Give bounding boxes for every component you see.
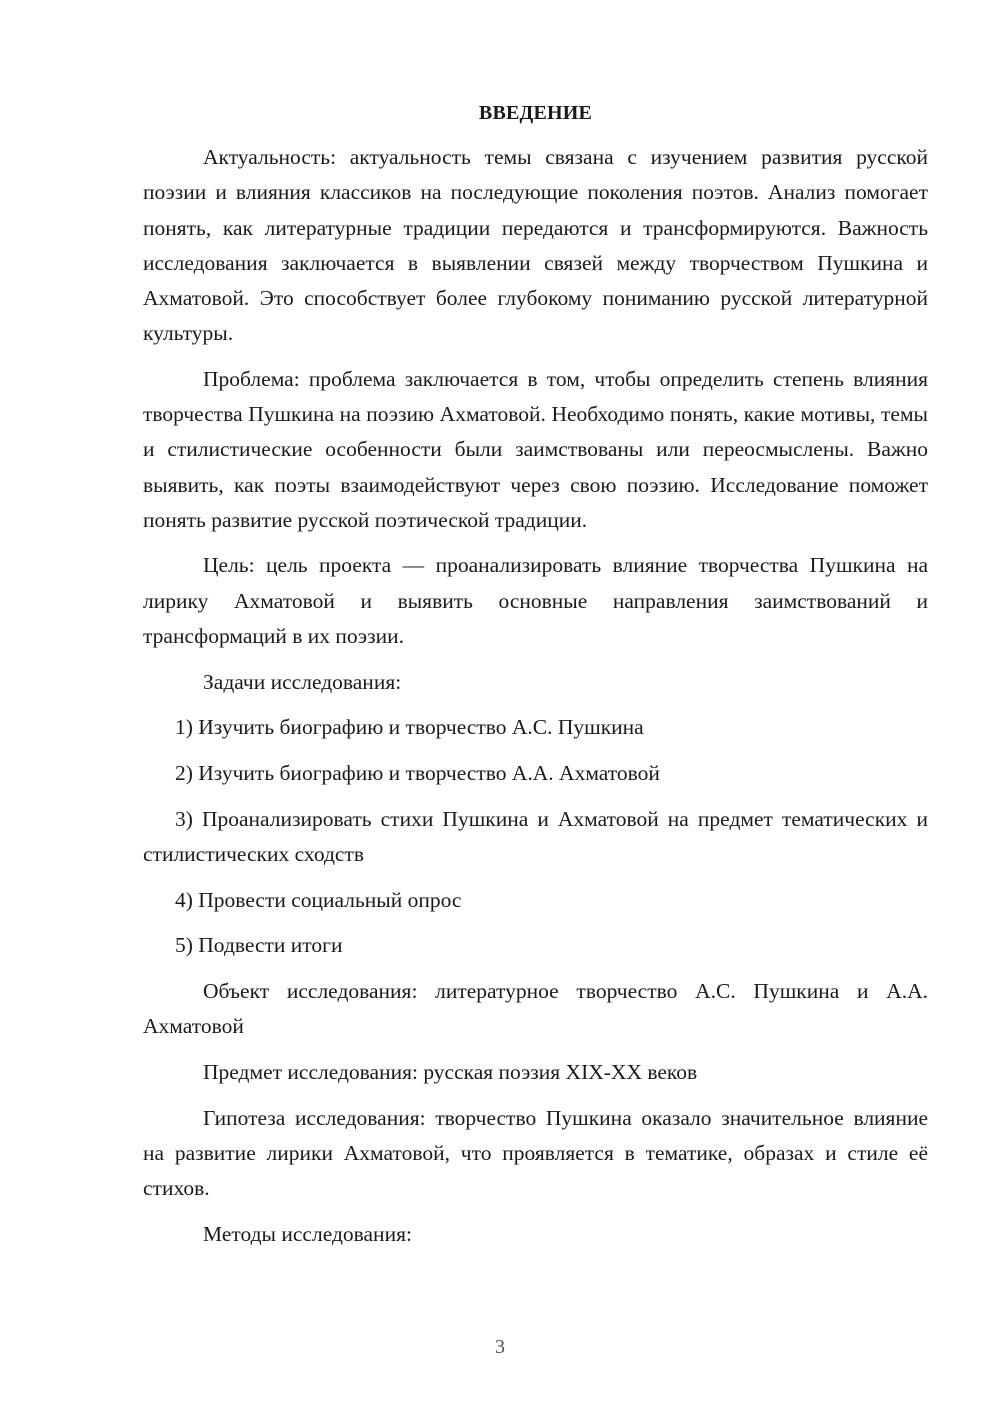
- hypothesis-paragraph: Гипотеза исследования: творчество Пушкина оказало значительное влияние на развитие лирики Ахматовой, что проявляется в тематике, образах и стиле её стихов.: [143, 1105, 928, 1200]
- subject-paragraph: Предмет исследования: русская поэзия XIX-XX веков: [203, 1059, 698, 1084]
- problem-paragraph: Проблема: проблема заключается в том, чтобы определить степень влияния творчества Пушкина на поэзию Ахматовой. Необходимо понять, какие мотивы, темы и стилистические особенности были заимствованы или переосмыслены. Важно выявить, как поэты взаимодействуют через свою поэзию. Исследование поможет понять развитие русской поэтической традиции.: [143, 366, 928, 532]
- task-item: 3) Проанализировать стихи Пушкина и Ахматовой на предмет тематических и стилистических сходств: [143, 806, 928, 866]
- methods-heading: Методы исследования:: [203, 1221, 412, 1246]
- relevance-paragraph: Актуальность: актуальность темы связана с изучением развития русской поэзии и влияния классиков на последующие поколения поэтов. Анализ помогает понять, как литературные традиции передаются и трансформируются. Важность исследования заключается в выявлении связей между творчеством Пушкина и Ахматовой. Это способствует более глубокому пониманию русской литературной культуры.: [143, 145, 928, 346]
- task-item: 2) Изучить биографию и творчество А.А. Ахматовой: [175, 760, 660, 785]
- task-item: 4) Провести социальный опрос: [175, 887, 462, 912]
- task-item: 1) Изучить биографию и творчество А.С. Пушкина: [175, 715, 644, 740]
- object-paragraph: Объект исследования: литературное творчество А.С. Пушкина и А.А. Ахматовой: [143, 978, 928, 1039]
- goal-paragraph: Цель: цель проекта — проанализировать влияние творчества Пушкина на лирику Ахматовой и выявить основные направления заимствований и трансформаций в их поэзии.: [143, 553, 928, 648]
- document-title: ВВЕДЕНИЕ: [478, 102, 593, 124]
- task-item: 5) Подвести итоги: [175, 933, 343, 958]
- document-body: [143, 96, 928, 1262]
- page-number: 3: [495, 1336, 505, 1358]
- tasks-heading: Задачи исследования:: [203, 669, 402, 694]
